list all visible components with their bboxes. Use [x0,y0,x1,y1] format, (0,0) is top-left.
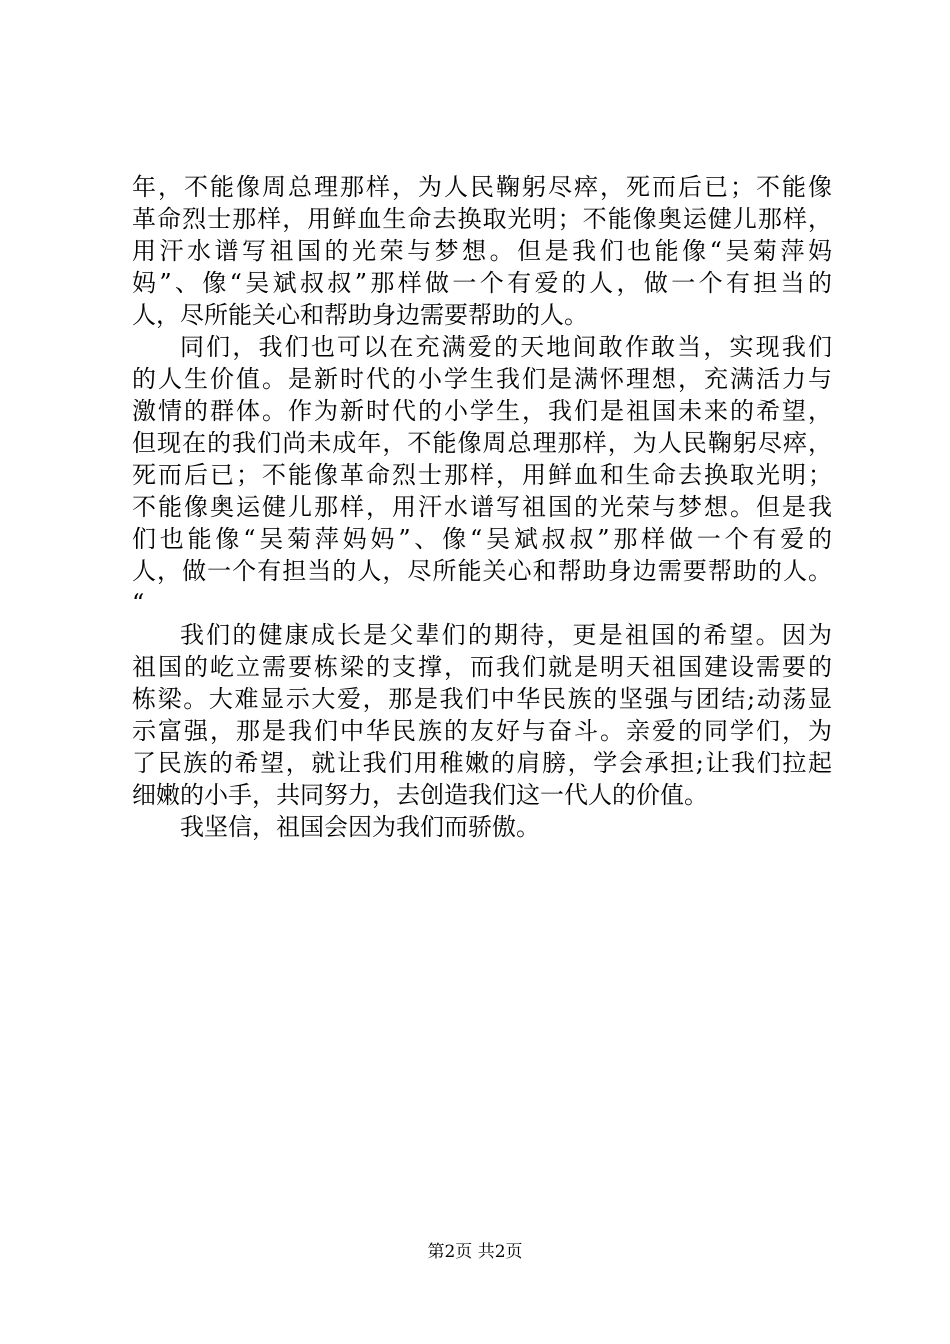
text-line: 人，尽所能关心和帮助身边需要帮助的人。 [132,301,588,329]
text-line: “ [132,589,145,617]
text-line: 们也能像“吴菊萍妈妈”、像“吴斌叔叔”那样做一个有爱的 [132,525,832,553]
text-line: 不能像奥运健儿那样，用汗水谱写祖国的光荣与梦想。但是我 [132,493,832,521]
text-line: 妈”、像“吴斌叔叔”那样做一个有爱的人，做一个有担当的 [132,269,832,297]
text-line: 年，不能像周总理那样，为人民鞠躬尽瘁，死而后已；不能像 [132,173,832,201]
text-line: 死而后已；不能像革命烈士那样，用鲜血和生命去换取光明； [132,461,832,489]
text-line: 用汗水谱写祖国的光荣与梦想。但是我们也能像“吴菊萍妈 [132,237,832,265]
text-line: 但现在的我们尚未成年，不能像周总理那样，为人民鞠躬尽瘁， [132,429,832,457]
text-line: 革命烈士那样，用鲜血生命去换取光明；不能像奥运健儿那样， [132,205,832,233]
paragraph-start-line: 我们的健康成长是父辈们的期待，更是祖国的希望。因为 [180,621,832,649]
text-line: 的人生价值。是新时代的小学生我们是满怀理想，充满活力与 [132,365,832,393]
text-line: 了民族的希望，就让我们用稚嫩的肩膀，学会承担;让我们拉起 [132,749,832,777]
text-line: 细嫩的小手，共同努力，去创造我们这一代人的价值。 [132,781,708,809]
paragraph-start-line: 我坚信，祖国会因为我们而骄傲。 [180,813,540,841]
page-number-footer: 第2页 共2页 [427,1242,523,1262]
text-line: 祖国的屹立需要栋梁的支撑，而我们就是明天祖国建设需要的 [132,653,832,681]
text-line: 人，做一个有担当的人，尽所能关心和帮助身边需要帮助的人。 [132,557,832,585]
text-line: 示富强，那是我们中华民族的友好与奋斗。亲爱的同学们，为 [132,717,832,745]
text-line: 激情的群体。作为新时代的小学生，我们是祖国未来的希望， [132,397,832,425]
body-text [132,171,832,843]
paragraph-start-line: 同们，我们也可以在充满爱的天地间敢作敢当，实现我们 [180,333,832,361]
text-line: 栋梁。大难显示大爱，那是我们中华民族的坚强与团结;动荡显 [132,685,832,713]
